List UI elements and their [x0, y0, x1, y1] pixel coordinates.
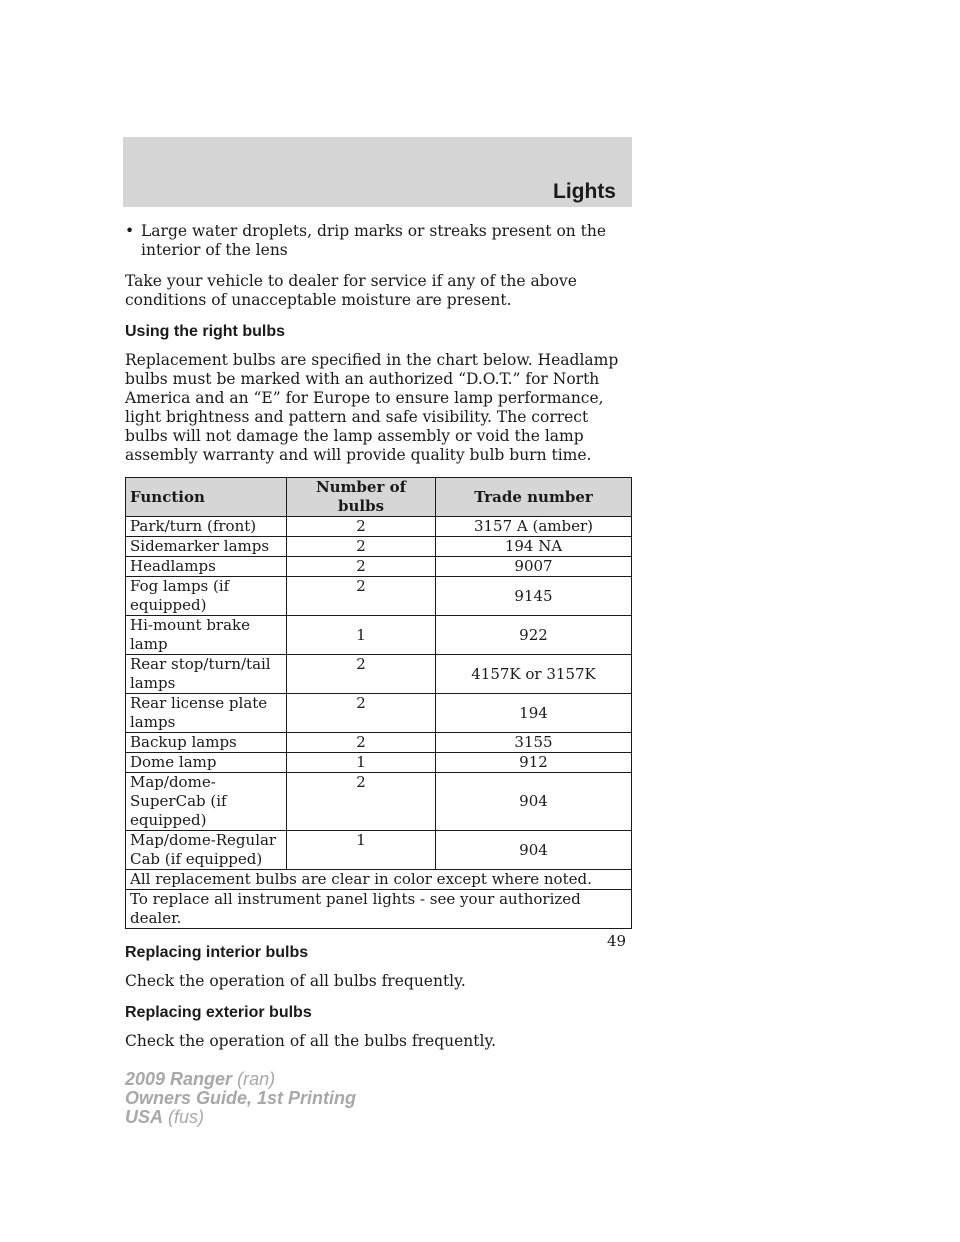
heading-exterior-bulbs: Replacing exterior bulbs — [125, 1004, 312, 1021]
table-row — [126, 753, 632, 773]
cell-number: 2 — [287, 773, 436, 831]
cell-number: 2 — [287, 655, 436, 694]
footer-market: USA — [125, 1107, 164, 1127]
text-interior-bulbs: Check the operation of all bulbs frequently. — [125, 972, 466, 990]
footer-model-code: (ran) — [237, 1069, 276, 1089]
cell-trade: 9145 — [436, 577, 632, 616]
table-row — [126, 773, 632, 831]
cell-trade: 4157K or 3157K — [436, 655, 632, 694]
cell-trade: 3157 A (amber) — [436, 517, 632, 537]
cell-function: Headlamps — [126, 557, 287, 577]
cell-trade: 9007 — [436, 557, 632, 577]
section-title: Lights — [553, 180, 616, 203]
cell-trade: 904 — [436, 773, 632, 831]
cell-number: 2 — [287, 557, 436, 577]
print-footer — [125, 1070, 356, 1127]
cell-number: 2 — [287, 733, 436, 753]
footer-line-market — [125, 1108, 356, 1127]
cell-function: Map/dome-Regular Cab (if equipped) — [126, 831, 287, 870]
footer-guide: Owners Guide, 1st Printing — [125, 1088, 357, 1108]
cell-trade: 194 NA — [436, 537, 632, 557]
table-row — [126, 537, 632, 557]
cell-number: 2 — [287, 517, 436, 537]
cell-trade: 922 — [436, 616, 632, 655]
footer-model: 2009 Ranger — [125, 1069, 233, 1089]
bullet-item — [125, 222, 632, 260]
page-content — [125, 222, 632, 1063]
table-row — [126, 831, 632, 870]
cell-number: 1 — [287, 753, 436, 773]
table-note: All replacement bulbs are clear in color except where noted. — [126, 870, 632, 890]
table-note-row — [126, 870, 632, 890]
cell-number: 2 — [287, 537, 436, 557]
footer-market-code: (fus) — [168, 1107, 205, 1127]
cell-number: 2 — [287, 577, 436, 616]
cell-trade: 912 — [436, 753, 632, 773]
heading-right-bulbs: Using the right bulbs — [125, 323, 285, 340]
bullet-icon: • — [125, 222, 135, 240]
cell-function: Rear stop/turn/tail lamps — [126, 655, 287, 694]
table-note: To replace all instrument panel lights - see your authorized dealer. — [126, 890, 632, 929]
header-trade: Trade number — [436, 478, 632, 517]
footer-line-model — [125, 1070, 356, 1089]
footer-line-guide — [125, 1089, 356, 1108]
cell-function: Fog lamps (if equipped) — [126, 577, 287, 616]
bullet-text: Large water droplets, drip marks or streaks present on the interior of the lens — [141, 222, 607, 259]
paragraph-right-bulbs: Replacement bulbs are specified in the chart below. Headlamp bulbs must be marked with an authorized “D.O.T.” for North America and an “E” for Europe to ensure lamp performance, light brightness and pattern and safe visibility. The correct bulbs will not damage the lamp assembly or void the lamp assembly warranty and will provide quality bulb burn time. — [125, 351, 619, 464]
cell-trade: 3155 — [436, 733, 632, 753]
cell-function: Park/turn (front) — [126, 517, 287, 537]
header-number: Number of bulbs — [287, 478, 436, 517]
cell-trade: 194 — [436, 694, 632, 733]
table-row — [126, 694, 632, 733]
table-row — [126, 733, 632, 753]
cell-function: Sidemarker lamps — [126, 537, 287, 557]
cell-function: Dome lamp — [126, 753, 287, 773]
page-number: 49 — [607, 932, 627, 950]
cell-function: Map/dome-SuperCab (if equipped) — [126, 773, 287, 831]
table-row — [126, 616, 632, 655]
cell-function: Hi-mount brake lamp — [126, 616, 287, 655]
table-note-row — [126, 890, 632, 929]
table-row — [126, 577, 632, 616]
cell-trade: 904 — [436, 831, 632, 870]
table-row — [126, 557, 632, 577]
text-exterior-bulbs: Check the operation of all the bulbs frequently. — [125, 1032, 497, 1050]
table-header-row — [126, 478, 632, 517]
cell-function: Rear license plate lamps — [126, 694, 287, 733]
table-row — [126, 655, 632, 694]
table-row — [126, 517, 632, 537]
header-function: Function — [126, 478, 287, 517]
cell-number: 1 — [287, 616, 436, 655]
bulb-table — [125, 477, 632, 929]
section-header-band — [123, 137, 632, 207]
cell-function: Backup lamps — [126, 733, 287, 753]
heading-interior-bulbs: Replacing interior bulbs — [125, 944, 309, 961]
dealer-note: Take your vehicle to dealer for service if any of the above conditions of unacceptable moisture are present. — [125, 272, 577, 309]
cell-number: 2 — [287, 694, 436, 733]
cell-number: 1 — [287, 831, 436, 870]
